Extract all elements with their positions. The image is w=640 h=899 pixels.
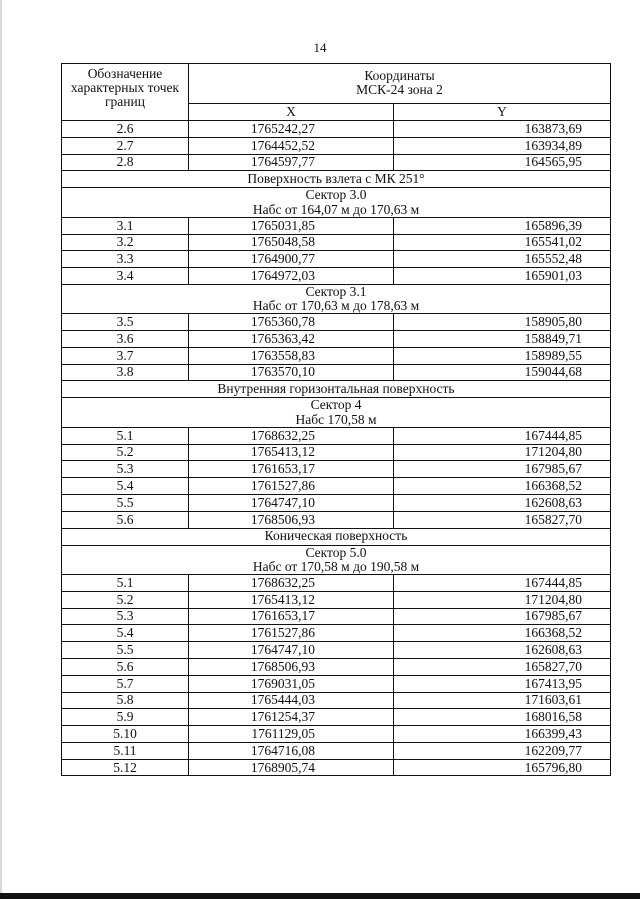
x-coordinate-cell: 1769031,05 (189, 675, 394, 692)
table-row (62, 608, 611, 625)
table-row (62, 478, 611, 495)
point-id-cell: 3.3 (62, 251, 189, 268)
y-coordinate-cell: 167444,85 (394, 427, 611, 444)
table-row (62, 217, 611, 234)
table-row (62, 625, 611, 642)
point-id-cell: 5.5 (62, 642, 189, 659)
table-row (62, 444, 611, 461)
sector-name: Сектор 4 (310, 397, 362, 413)
point-id-cell: 5.4 (62, 478, 189, 495)
header-points-label: Обозначение характерных точек границ (62, 64, 189, 121)
y-coordinate-cell: 166368,52 (394, 625, 611, 642)
x-coordinate-cell: 1768506,93 (189, 658, 394, 675)
x-coordinate-cell: 1764452,52 (189, 137, 394, 154)
x-coordinate-cell: 1761653,17 (189, 608, 394, 625)
table-row (62, 461, 611, 478)
sector-cell (62, 188, 611, 217)
table-row (62, 331, 611, 348)
x-coordinate-cell: 1768506,93 (189, 511, 394, 528)
header-x: X (189, 103, 394, 120)
table-row (62, 591, 611, 608)
section-title: Внутренняя горизонтальная поверхность (62, 381, 611, 398)
y-coordinate-cell: 158849,71 (394, 331, 611, 348)
table-row (62, 234, 611, 251)
table-row (62, 675, 611, 692)
table-row (62, 709, 611, 726)
point-id-cell: 5.1 (62, 574, 189, 591)
point-id-cell: 5.11 (62, 742, 189, 759)
table-row (62, 726, 611, 743)
sector-cell (62, 284, 611, 313)
table-row (62, 268, 611, 285)
section-title: Коническая поверхность (62, 528, 611, 545)
x-coordinate-cell: 1765413,12 (189, 591, 394, 608)
header-coordinates (189, 64, 611, 104)
x-coordinate-cell: 1761129,05 (189, 726, 394, 743)
table-row (62, 511, 611, 528)
y-coordinate-cell: 166399,43 (394, 726, 611, 743)
table-row (62, 574, 611, 591)
table-row (62, 364, 611, 381)
y-coordinate-cell: 165827,70 (394, 511, 611, 528)
point-id-cell: 5.1 (62, 427, 189, 444)
y-coordinate-cell: 171603,61 (394, 692, 611, 709)
point-id-cell: 2.6 (62, 121, 189, 138)
table-body (62, 121, 611, 776)
sector-altitude: Набс от 164,07 м до 170,63 м (252, 201, 420, 217)
x-coordinate-cell: 1768632,25 (189, 574, 394, 591)
y-coordinate-cell: 165827,70 (394, 658, 611, 675)
sector-row (62, 284, 611, 313)
y-coordinate-cell: 162608,63 (394, 642, 611, 659)
sector-cell (62, 545, 611, 574)
sector-altitude: Набс от 170,58 м до 190,58 м (252, 558, 420, 574)
y-coordinate-cell: 171204,80 (394, 591, 611, 608)
x-coordinate-cell: 1768632,25 (189, 427, 394, 444)
x-coordinate-cell: 1768905,74 (189, 759, 394, 776)
point-id-cell: 2.7 (62, 137, 189, 154)
sector-cell (62, 398, 611, 427)
scan-bottom-edge (0, 893, 640, 899)
point-id-cell: 2.8 (62, 154, 189, 171)
y-coordinate-cell: 165901,03 (394, 268, 611, 285)
x-coordinate-cell: 1765360,78 (189, 314, 394, 331)
point-id-cell: 5.2 (62, 591, 189, 608)
x-coordinate-cell: 1761653,17 (189, 461, 394, 478)
point-id-cell: 3.4 (62, 268, 189, 285)
section-row (62, 528, 611, 545)
y-coordinate-cell: 165796,80 (394, 759, 611, 776)
section-title: Поверхность взлета с МК 251° (62, 171, 611, 188)
point-id-cell: 5.7 (62, 675, 189, 692)
table-row (62, 494, 611, 511)
point-id-cell: 5.5 (62, 494, 189, 511)
section-row (62, 171, 611, 188)
x-coordinate-cell: 1765444,03 (189, 692, 394, 709)
scan-edge (0, 0, 2, 899)
y-coordinate-cell: 171204,80 (394, 444, 611, 461)
sector-name: Сектор 3.0 (305, 187, 367, 203)
x-coordinate-cell: 1764747,10 (189, 642, 394, 659)
y-coordinate-cell: 168016,58 (394, 709, 611, 726)
y-coordinate-cell: 165552,48 (394, 251, 611, 268)
point-id-cell: 5.6 (62, 511, 189, 528)
sector-row (62, 188, 611, 217)
x-coordinate-cell: 1761527,86 (189, 625, 394, 642)
x-coordinate-cell: 1764972,03 (189, 268, 394, 285)
table-row (62, 314, 611, 331)
page-number: 14 (313, 40, 327, 55)
table-row (62, 658, 611, 675)
point-id-cell: 5.2 (62, 444, 189, 461)
y-coordinate-cell: 163934,89 (394, 137, 611, 154)
x-coordinate-cell: 1765413,12 (189, 444, 394, 461)
y-coordinate-cell: 162209,77 (394, 742, 611, 759)
table-row (62, 137, 611, 154)
header-y: Y (394, 103, 611, 120)
y-coordinate-cell: 167444,85 (394, 574, 611, 591)
table-row (62, 154, 611, 171)
table-row (62, 121, 611, 138)
x-coordinate-cell: 1763558,83 (189, 347, 394, 364)
point-id-cell: 3.6 (62, 331, 189, 348)
x-coordinate-cell: 1765242,27 (189, 121, 394, 138)
point-id-cell: 3.1 (62, 217, 189, 234)
x-coordinate-cell: 1765031,85 (189, 217, 394, 234)
y-coordinate-cell: 167985,67 (394, 608, 611, 625)
table-row (62, 742, 611, 759)
sector-altitude: Набс 170,58 м (295, 411, 377, 427)
point-id-cell: 5.12 (62, 759, 189, 776)
table-row (62, 251, 611, 268)
point-id-cell: 5.4 (62, 625, 189, 642)
sector-altitude: Набс от 170,63 м до 178,63 м (252, 298, 420, 314)
y-coordinate-cell: 159044,68 (394, 364, 611, 381)
x-coordinate-cell: 1764716,08 (189, 742, 394, 759)
y-coordinate-cell: 165541,02 (394, 234, 611, 251)
table-row (62, 759, 611, 776)
sector-row (62, 545, 611, 574)
x-coordinate-cell: 1765048,58 (189, 234, 394, 251)
table-row (62, 642, 611, 659)
y-coordinate-cell: 166368,52 (394, 478, 611, 495)
x-coordinate-cell: 1761527,86 (189, 478, 394, 495)
point-id-cell: 5.3 (62, 608, 189, 625)
sector-name: Сектор 3.1 (305, 283, 367, 299)
coordinates-table (61, 63, 611, 776)
x-coordinate-cell: 1764747,10 (189, 494, 394, 511)
y-coordinate-cell: 165896,39 (394, 217, 611, 234)
x-coordinate-cell: 1765363,42 (189, 331, 394, 348)
y-coordinate-cell: 162608,63 (394, 494, 611, 511)
point-id-cell: 3.5 (62, 314, 189, 331)
table-row (62, 347, 611, 364)
y-coordinate-cell: 167413,95 (394, 675, 611, 692)
x-coordinate-cell: 1763570,10 (189, 364, 394, 381)
y-coordinate-cell: 167985,67 (394, 461, 611, 478)
section-row (62, 381, 611, 398)
y-coordinate-cell: 163873,69 (394, 121, 611, 138)
point-id-cell: 3.7 (62, 347, 189, 364)
header-coordinate-system: МСК-24 зона 2 (356, 82, 443, 98)
y-coordinate-cell: 158905,80 (394, 314, 611, 331)
point-id-cell: 5.8 (62, 692, 189, 709)
sector-row (62, 398, 611, 427)
table-row (62, 427, 611, 444)
table-row (62, 692, 611, 709)
x-coordinate-cell: 1764900,77 (189, 251, 394, 268)
x-coordinate-cell: 1764597,77 (189, 154, 394, 171)
point-id-cell: 5.3 (62, 461, 189, 478)
point-id-cell: 3.8 (62, 364, 189, 381)
x-coordinate-cell: 1761254,37 (189, 709, 394, 726)
point-id-cell: 3.2 (62, 234, 189, 251)
point-id-cell: 5.6 (62, 658, 189, 675)
sector-name: Сектор 5.0 (305, 544, 367, 560)
table-header (62, 64, 611, 121)
point-id-cell: 5.9 (62, 709, 189, 726)
header-coordinates-title: Координаты (364, 68, 435, 84)
y-coordinate-cell: 164565,95 (394, 154, 611, 171)
point-id-cell: 5.10 (62, 726, 189, 743)
y-coordinate-cell: 158989,55 (394, 347, 611, 364)
